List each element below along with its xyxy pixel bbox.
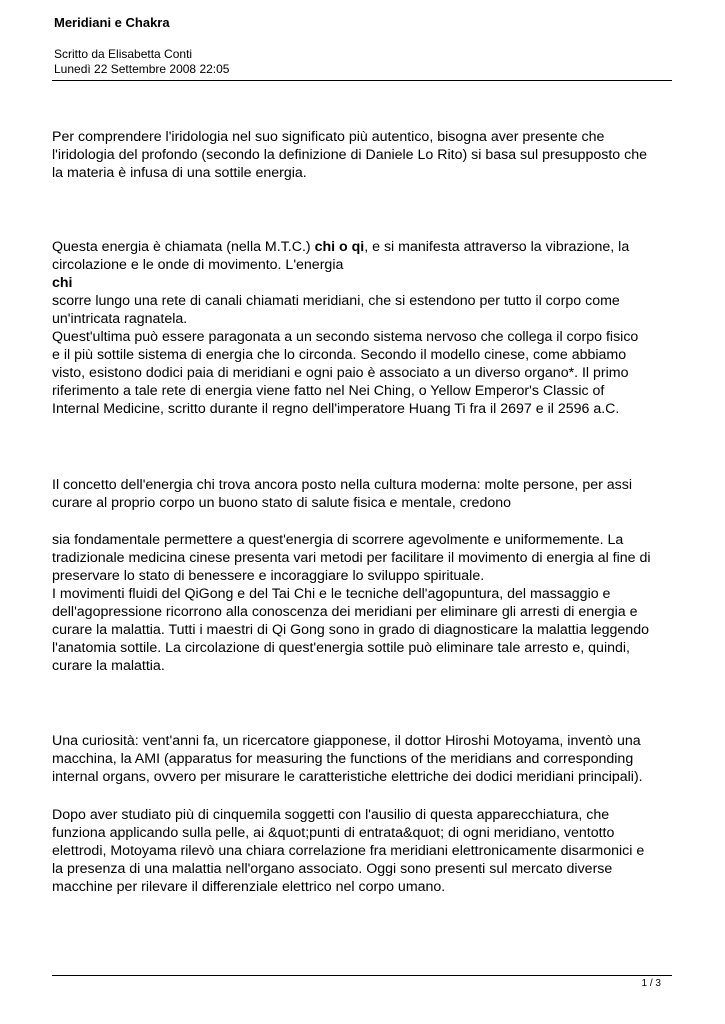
author-line: Scritto da Elisabetta Conti (54, 47, 193, 61)
date-line: Lunedì 22 Settembre 2008 22:05 (54, 62, 230, 76)
document-meta (54, 47, 229, 77)
document-title: Meridiani e Chakra (54, 15, 170, 30)
page-number: 1 / 3 (641, 978, 661, 989)
chi-term-bold-2: chi (52, 275, 73, 291)
paragraph-5: Una curiosità: vent'anni fa, un ricercatore giapponese, il dottor Hiroshi Motoyama, inventò una macchina, la AMI (apparatus for measuring the functions of the meridians and corresponding internal organs, ovvero per misurare le caratteristiche elettriche dei dodici meridiani principali). (52, 733, 643, 785)
paragraph-4: sia fondamentale permettere a quest'energia di scorrere agevolmente e uniformemente. La tradizionale medicina cinese presenta vari metodi per facilitare il movimento di energia al fine di preservare lo stato di benessere e incoraggiare lo sviluppo spirituale. I movimenti fluidi del QiGong e del Tai Chi e le tecniche dell'agopuntura, del massaggio e dell'agopressione ricorrono alla conoscenza dei meridiani per eliminare gli arresti di energia e curare la malattia. Tutti i maestri di Qi Gong sono in grado di diagnosticare la malattia leggendo l'anatomia sottile. La circolazione di quest'energia sottile può eliminare tale arresto e, quindi, curare la malattia. (52, 532, 651, 674)
paragraph-2-text-c: scorre lungo una rete di canali chiamati meridiani, che si estendono per tutto il corpo come un'intricata ragnatela. Quest'ultima può essere paragonata a un secondo sistema nervoso che collega il corpo fisico e il più sottile sistema di energia che lo circonda. Secondo il modello cinese, come abbiamo visto, esistono dodici paia di meridiani e ogni paio è associato a un diverso organo*. Il primo riferimento a tale rete di energia viene fatto nel Nei Ching, o Yellow Emperor's Classic of Internal Medicine, scritto durante il regno dell'imperatore Huang Ti fra il 2697 e il 2596 a.C. (52, 293, 639, 417)
chi-term-bold: chi o qi (314, 239, 365, 255)
footer-divider (52, 975, 672, 976)
paragraph-2-text-b: , e si manifesta attraverso la vibrazione, la circolazione e le onde di movimento. L'energia (52, 239, 630, 273)
paragraph-2 (52, 238, 674, 418)
paragraph-3: Il concetto dell'energia chi trova ancora posto nella cultura moderna: molte persone, per assi curare al proprio corpo un buono stato di salute fisica e mentale, credono (52, 477, 632, 511)
header-divider (52, 80, 672, 81)
paragraph-6: Dopo aver studiato più di cinquemila soggetti con l'ausilio di questa apparecchiatura, che funziona applicando sulla pelle, ai &quot;punti di entrata&quot; di ogni meridiano, ventotto elettrodi, Motoyama rilevò una chiara correlazione fra meridiani elettronicamente disarmonici e la presenza di una malattia nell'organo associato. Oggi sono presenti sul mercato diverse macchine per rilevare il differenziale elettrico nel corpo umano. (52, 807, 645, 895)
paragraph-2-text-a: Questa energia è chiamata (nella M.T.C.) (52, 239, 315, 255)
paragraph-1: Per comprendere l'iridologia nel suo significato più autentico, bisogna aver presente che l'iridologia del profondo (secondo la definizione di Daniele Lo Rito) si basa sul presupposto che la materia è infusa di una sottile energia. (52, 129, 648, 181)
